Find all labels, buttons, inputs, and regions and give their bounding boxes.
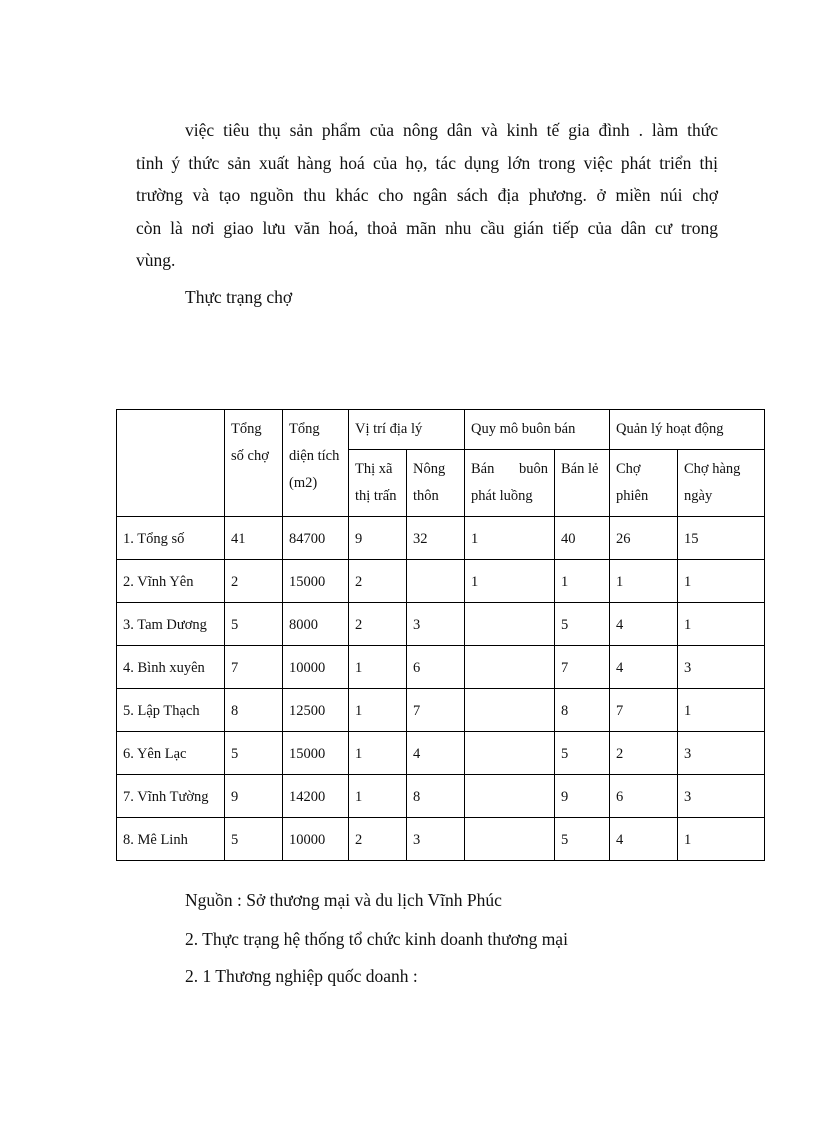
cell-daily: 3	[678, 775, 765, 818]
cell-retail: 9	[555, 775, 610, 818]
cell-wholesale	[465, 689, 555, 732]
cell-town: 1	[349, 689, 407, 732]
row-name: 1. Tổng số	[117, 517, 225, 560]
cell-wholesale: 1	[465, 517, 555, 560]
cell-periodic: 2	[610, 732, 678, 775]
heading-section-2: 2. Thực trạng hệ thống tổ chức kinh doanh thương mại	[185, 929, 568, 949]
cell-area: 14200	[283, 775, 349, 818]
intro-line: trường và tạo nguồn thu khác cho ngân sách địa phương. ở miền núi chợ	[136, 185, 718, 205]
table-row	[117, 603, 765, 646]
intro-line: còn là nơi giao lưu văn hoá, thoả mãn nhu cầu gián tiếp của dân cư trong	[136, 217, 718, 238]
cell-town: 1	[349, 646, 407, 689]
cell-daily: 1	[678, 689, 765, 732]
cell-area: 10000	[283, 818, 349, 861]
header-town: Thị xã thị trấn	[349, 450, 407, 517]
cell-retail: 1	[555, 560, 610, 603]
cell-total: 41	[225, 517, 283, 560]
header-daily: Chợ hàng ngày	[678, 450, 765, 517]
header-rural: Nông thôn	[407, 450, 465, 517]
cell-wholesale	[465, 732, 555, 775]
cell-rural	[407, 560, 465, 603]
cell-periodic: 1	[610, 560, 678, 603]
cell-area: 8000	[283, 603, 349, 646]
cell-total: 9	[225, 775, 283, 818]
cell-town: 2	[349, 603, 407, 646]
cell-rural: 4	[407, 732, 465, 775]
table-row	[117, 818, 765, 861]
intro-line: vùng.	[136, 250, 176, 270]
cell-wholesale	[465, 603, 555, 646]
cell-total: 5	[225, 818, 283, 861]
cell-wholesale	[465, 646, 555, 689]
cell-periodic: 26	[610, 517, 678, 560]
cell-rural: 8	[407, 775, 465, 818]
cell-town: 2	[349, 818, 407, 861]
cell-retail: 5	[555, 732, 610, 775]
row-name: 8. Mê Linh	[117, 818, 225, 861]
cell-daily: 15	[678, 517, 765, 560]
cell-periodic: 4	[610, 646, 678, 689]
cell-periodic: 7	[610, 689, 678, 732]
cell-periodic: 4	[610, 603, 678, 646]
cell-rural: 3	[407, 818, 465, 861]
cell-periodic: 4	[610, 818, 678, 861]
cell-town: 1	[349, 732, 407, 775]
header-scale: Quy mô buôn bán	[465, 410, 610, 450]
row-name: 5. Lập Thạch	[117, 689, 225, 732]
header-wholesale: Bán buôn phát luồng	[465, 450, 555, 517]
table-row	[117, 732, 765, 775]
cell-rural: 32	[407, 517, 465, 560]
table-row	[117, 775, 765, 818]
cell-town: 1	[349, 775, 407, 818]
cell-rural: 7	[407, 689, 465, 732]
cell-town: 2	[349, 560, 407, 603]
cell-area: 15000	[283, 560, 349, 603]
cell-retail: 8	[555, 689, 610, 732]
header-management: Quản lý hoạt động	[610, 410, 765, 450]
cell-daily: 1	[678, 603, 765, 646]
header-retail: Bán lẻ	[555, 450, 610, 517]
row-name: 2. Vĩnh Yên	[117, 560, 225, 603]
cell-total: 2	[225, 560, 283, 603]
intro-line: việc tiêu thụ sản phẩm của nông dân và kinh tế gia đình . làm thức	[185, 120, 718, 140]
cell-area: 10000	[283, 646, 349, 689]
cell-rural: 6	[407, 646, 465, 689]
cell-total: 5	[225, 603, 283, 646]
cell-retail: 7	[555, 646, 610, 689]
row-name: 4. Bình xuyên	[117, 646, 225, 689]
cell-periodic: 6	[610, 775, 678, 818]
cell-wholesale: 1	[465, 560, 555, 603]
row-name: 7. Vĩnh Tường	[117, 775, 225, 818]
intro-paragraph	[136, 114, 718, 277]
cell-wholesale	[465, 818, 555, 861]
cell-total: 7	[225, 646, 283, 689]
cell-area: 84700	[283, 517, 349, 560]
cell-daily: 3	[678, 646, 765, 689]
cell-retail: 5	[555, 603, 610, 646]
header-total-area: Tổng diện tích (m2)	[283, 410, 349, 517]
intro-line: tỉnh ý thức sản xuất hàng hoá của họ, tác dụng lớn trong việc phát triển thị	[136, 152, 718, 173]
cell-area: 12500	[283, 689, 349, 732]
header-periodic: Chợ phiên	[610, 450, 678, 517]
cell-wholesale	[465, 775, 555, 818]
cell-daily: 1	[678, 560, 765, 603]
header-row	[117, 410, 765, 450]
cell-total: 5	[225, 732, 283, 775]
cell-area: 15000	[283, 732, 349, 775]
section-title: Thực trạng chợ	[185, 287, 293, 307]
header-empty	[117, 410, 225, 517]
cell-retail: 5	[555, 818, 610, 861]
row-name: 3. Tam Dương	[117, 603, 225, 646]
table-row	[117, 646, 765, 689]
table-row	[117, 689, 765, 732]
table-row	[117, 560, 765, 603]
row-name: 6. Yên Lạc	[117, 732, 225, 775]
cell-town: 9	[349, 517, 407, 560]
cell-total: 8	[225, 689, 283, 732]
heading-section-2-1: 2. 1 Thương nghiệp quốc doanh :	[185, 966, 418, 986]
market-table	[116, 409, 765, 861]
source-note: Nguồn : Sở thương mại và du lịch Vĩnh Phúc	[185, 890, 502, 910]
table-row	[117, 517, 765, 560]
cell-rural: 3	[407, 603, 465, 646]
cell-daily: 1	[678, 818, 765, 861]
cell-daily: 3	[678, 732, 765, 775]
header-location: Vị trí địa lý	[349, 410, 465, 450]
header-total-markets: Tổng số chợ	[225, 410, 283, 517]
cell-retail: 40	[555, 517, 610, 560]
